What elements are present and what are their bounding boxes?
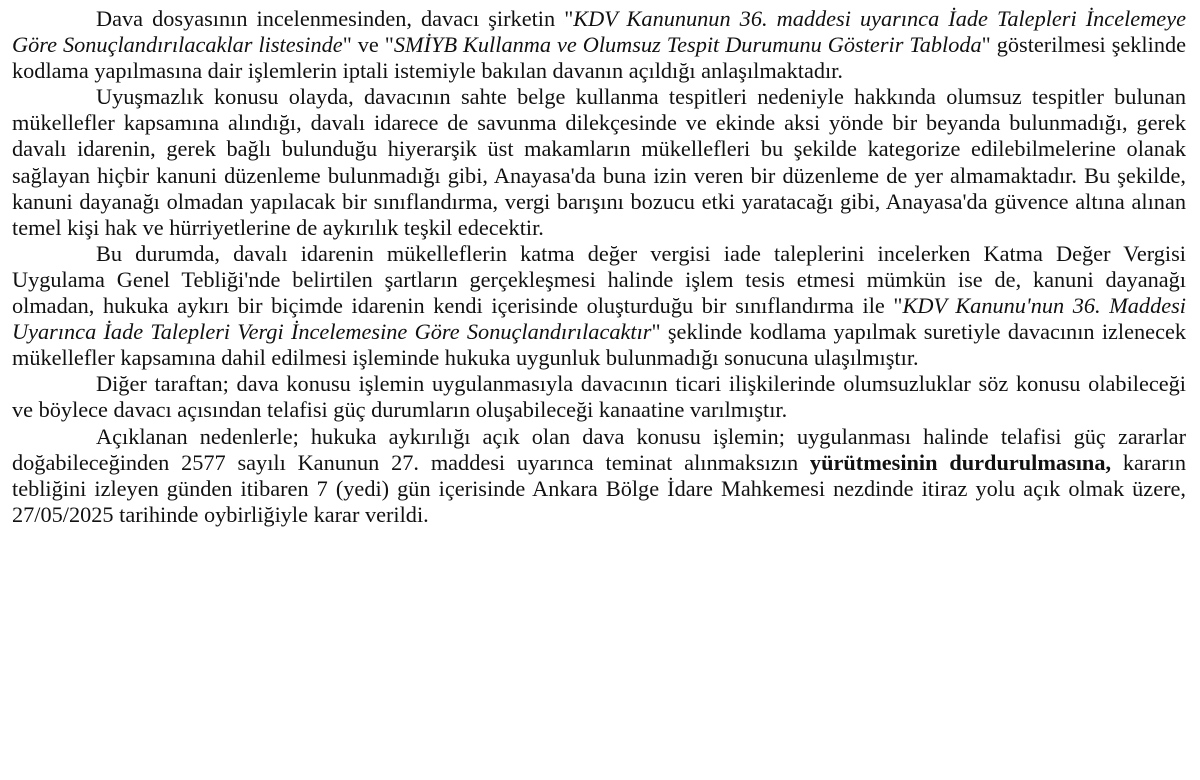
paragraph-text: Uyuşmazlık konusu olayda, davacının sahte belge kullanma tespitleri nedeniyle hakkında olumsuz tespitler bulunan mükellefler kapsamına alındığı, davalı idarece de savunma dilekçesinde ve ekinde aksi yönde bir beyanda bulunmadığı, gerek davalı idarenin, gerek bağlı bulunduğu hiyerarşik üst makamların mükellefleri bu şekilde kategorize edilebilmelerine olanak sağlayan hiçbir kanuni düzenleme bulunmadığı gibi, Anayasa'da buna izin veren bir düzenleme de yer almamaktadır. Bu şekilde, kanuni dayanağı olmadan yapılacak bir sınıflandırma, vergi barışını bozucu etki yaratacağı gibi, Anayasa'da güvence altına alınan temel kişi hak ve hürriyetlerine de aykırılık teşkil edecektir. [12,84,1186,240]
paragraph-text: Dava dosyasının incelenmesinden, davacı şirketin " [96,6,574,31]
paragraph-text: " ve " [342,32,394,58]
ruling-bold: yürütmesinin durdurulmasına, [809,449,1112,475]
paragraph-ruling [12,424,1186,528]
paragraph-dispute-analysis [12,84,1186,241]
list-name-italic: KDV Kanununun 36. maddesi uyarınca İade Talepleri İncelemeye Göre Sonuçlandırılacaklar listesinde [12,6,1186,58]
paragraph-text: Açıklanan nedenlerle; hukuka aykırılığı açık olan dava konusu işlemin; uygulanması halinde telafisi güç zararlar doğabileceğinden 2577 sayılı Kanunun 27. maddesi uyarınca teminat alınmaksızın [12,423,1186,475]
paragraph-conclusion [12,241,1186,371]
paragraph-text: kararın tebliğini izleyen günden itibaren 7 (yedi) gün içerisinde Ankara Bölge İdare Mahkemesi nezdinde itiraz yolu açık olmak üzere, 27/05/2025 tarihinde oybirliğiyle karar verildi. [12,449,1187,527]
paragraph-irreparable-harm [12,371,1186,423]
table-name-italic: SMİYB Kullanma ve Olumsuz Tespit Durumunu Gösterir Tabloda [393,32,982,58]
paragraph-case-subject [12,6,1186,84]
paragraph-text: Bu durumda, davalı idarenin mükelleflerin katma değer vergisi iade taleplerini incelerken Katma Değer Vergisi Uygulama Genel Tebliği'nde belirtilen şartların gerçekleşmesi halinde işlem tesis etmesi mümkün ise de, kanuni dayanağı olmadan, hukuka aykırı bir biçimde idarenin kendi içerisinde oluşturduğu bir sınıflandırma ile " [12,240,1186,319]
paragraph-text: " şeklinde kodlama yapılmak suretiyle davacının izlenecek mükellefler kapsamına dahil edilmesi işleminde hukuka uygunluk bulunmadığı sonucuna ulaşılmıştır. [12,319,1187,371]
paragraph-text: " gösterilmesi şeklinde kodlama yapılmasına dair işlemlerin iptali istemiyle bakılan davanın açıldığı anlaşılmaktadır. [12,32,1187,84]
paragraph-text: Diğer taraftan; dava konusu işlemin uygulanmasıyla davacının ticari ilişkilerinde olumsuzluklar söz konusu olabileceği ve böylece davacı açısından telafisi güç durumların oluşabileceği kanaatine varılmıştır. [12,371,1186,423]
code-name-italic: KDV Kanunu'nun 36. Maddesi Uyarınca İade Talepleri Vergi İncelemesine Göre Sonuçlandırılacaktır [12,293,1186,345]
